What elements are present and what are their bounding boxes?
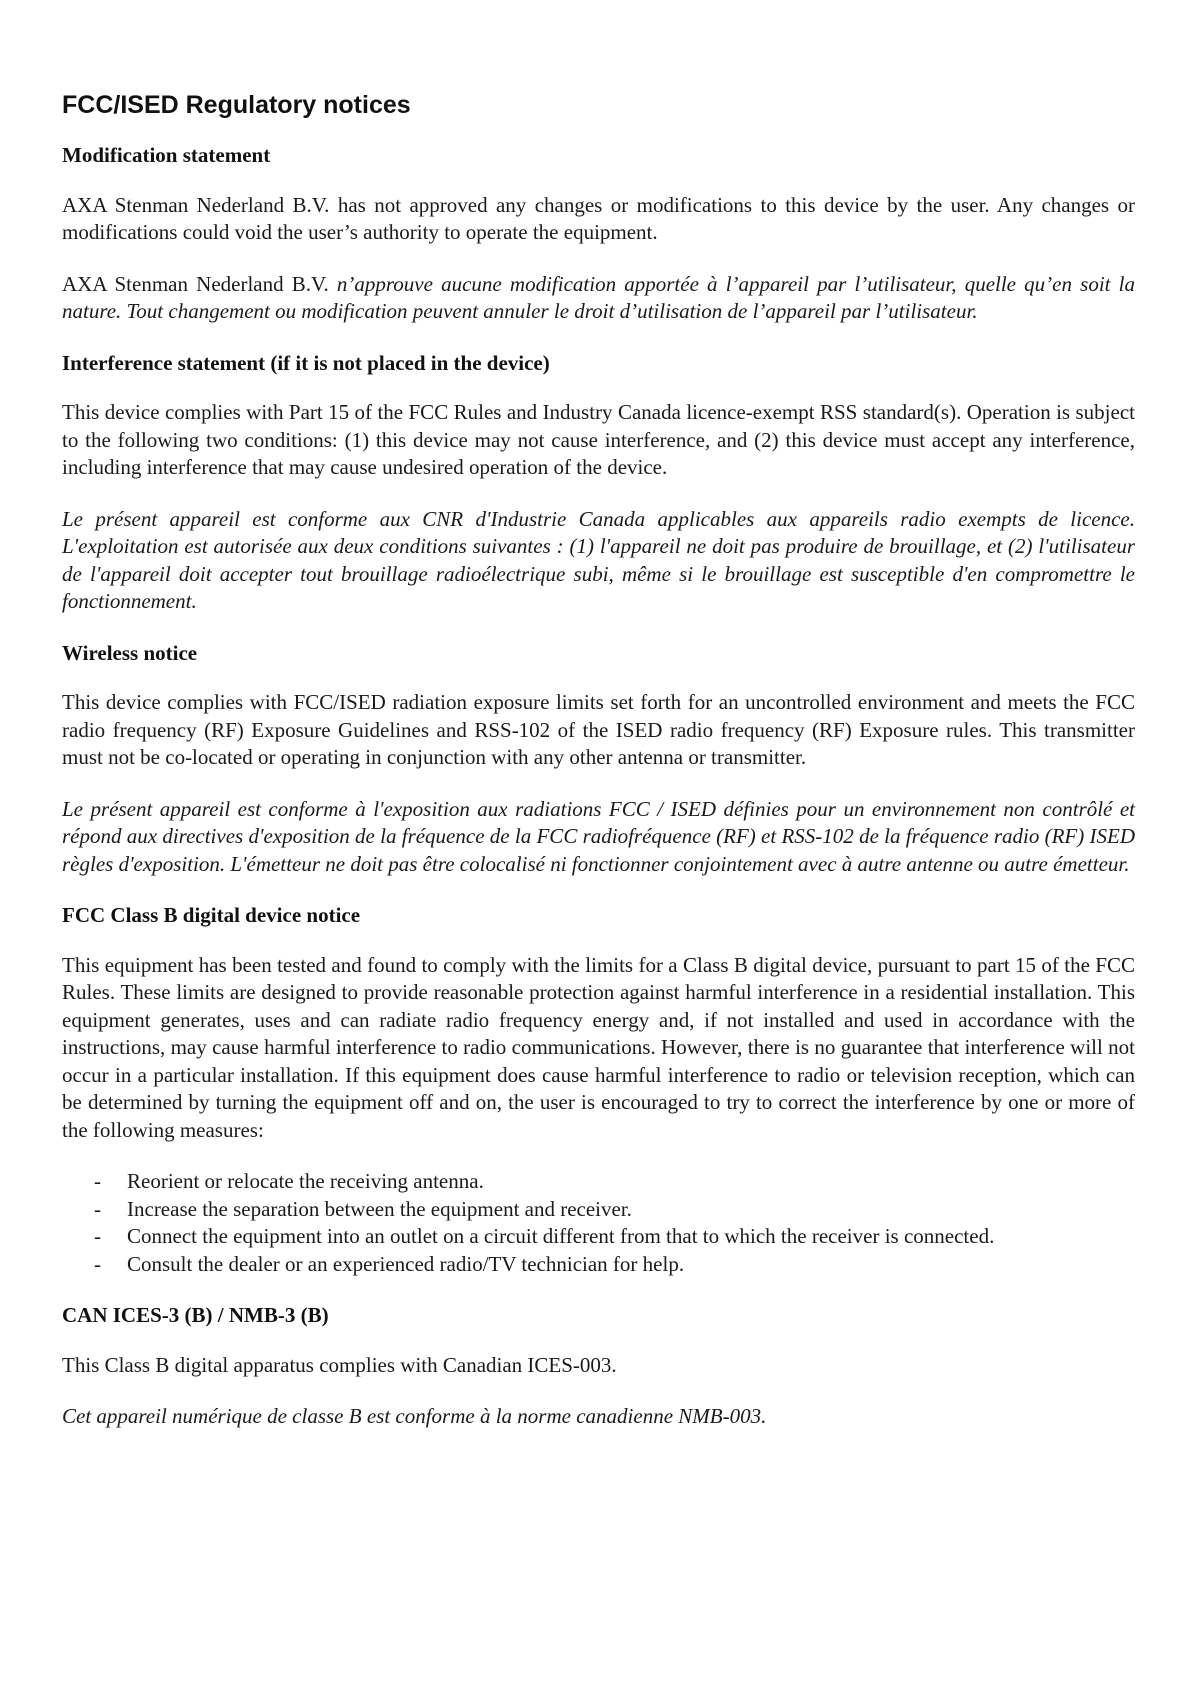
- list-item: [62, 1223, 1135, 1251]
- paragraph-modification-fr-company: AXA Stenman Nederland B.V.: [62, 271, 329, 296]
- bullet-marker: -: [94, 1251, 101, 1276]
- section-interference: [62, 350, 1135, 616]
- paragraph-class-b-en: This equipment has been tested and found to comply with the limits for a Class B digital device, pursuant to part 15 of the FCC Rules. These limits are designed to provide reasonable protection against harmful interference in a residential installation. This equipment generates, uses and can radiate radio frequency energy and, if not installed and used in accordance with the instructions, may cause harmful interference to radio communications. However, there is no guarantee that interference will not occur in a particular installation. If this equipment does cause harmful interference to radio or television reception, which can be determined by turning the equipment off and on, the user is encouraged to try to correct the interference by one or more of the following measures:: [62, 952, 1135, 1142]
- list-item-text: Connect the equipment into an outlet on a circuit different from that to which the receiver is connected.: [127, 1224, 995, 1248]
- section-heading-ices: CAN ICES-3 (B) / NMB-3 (B): [62, 1303, 329, 1327]
- bullet-marker: -: [94, 1169, 101, 1193]
- section-modification: [62, 142, 1135, 326]
- paragraph-ices-en: This Class B digital apparatus complies with Canadian ICES-003.: [62, 1352, 617, 1377]
- section-heading-interference: Interference statement (if it is not placed in the device): [62, 350, 550, 375]
- paragraph-wireless-en: This device complies with FCC/ISED radiation exposure limits set forth for an uncontrolled environment and meets the FCC radio frequency (RF) Exposure Guidelines and RSS-102 of the ISED radio frequency (RF) Exposure rules. This transmitter must not be co-located or operating in conjunction with any other antenna or transmitter.: [62, 690, 1135, 769]
- list-item-text: Consult the dealer or an experienced radio/TV technician for help.: [127, 1251, 685, 1276]
- section-heading-wireless: Wireless notice: [62, 640, 198, 665]
- paragraph-modification-fr: [62, 271, 1135, 326]
- section-ices: [62, 1302, 1135, 1431]
- measures-list: [62, 1168, 1135, 1278]
- section-heading-modification: Modification statement: [62, 143, 271, 167]
- list-item-text: Reorient or relocate the receiving antenna.: [127, 1169, 484, 1193]
- bullet-marker: -: [94, 1224, 101, 1248]
- page-title: FCC/ISED Regulatory notices: [62, 91, 411, 119]
- document-page: [62, 90, 1135, 1431]
- bullet-marker: -: [94, 1196, 101, 1221]
- paragraph-modification-fr-text: n’approuve aucune modification apportée à l’appareil par l’utilisateur, quelle qu’en soit la nature. Tout changement ou modification peuvent annuler le droit d’utilisation de l’appareil par l’utilisateur.: [62, 271, 1135, 323]
- section-class-b: [62, 902, 1135, 1278]
- list-item: [62, 1168, 1135, 1196]
- list-item-text: Increase the separation between the equipment and receiver.: [127, 1196, 632, 1221]
- section-wireless: [62, 640, 1135, 879]
- paragraph-wireless-fr: Le présent appareil est conforme à l'exposition aux radiations FCC / ISED définies pour un environnement non contrôlé et répond aux directives d'exposition de la fréquence de la FCC radiofréquence (RF) et RSS-102 de la fréquence radio (RF) ISED règles d'exposition. L'émetteur ne doit pas être colocalisé ni fonctionner conjointement avec à autre antenne ou autre émetteur.: [62, 796, 1135, 876]
- paragraph-interference-fr: Le présent appareil est conforme aux CNR d'Industrie Canada applicables aux appareils radio exempts de licence. L'exploitation est autorisée aux deux conditions suivantes : (1) l'appareil ne doit pas produire de brouillage, et (2) l'utilisateur de l'appareil doit accepter tout brouillage radioélectrique subi, même si le brouillage est susceptible d'en compromettre le fonctionnement.: [62, 506, 1135, 613]
- paragraph-modification-en: AXA Stenman Nederland B.V. has not approved any changes or modifications to this device by the user. Any changes or modifications could void the user’s authority to operate the equipment.: [62, 192, 1135, 244]
- list-item: [62, 1196, 1135, 1224]
- section-heading-class-b: FCC Class B digital device notice: [62, 903, 361, 927]
- paragraph-ices-fr: Cet appareil numérique de classe B est conforme à la norme canadienne NMB-003.: [62, 1404, 767, 1428]
- list-item: [62, 1251, 1135, 1279]
- paragraph-interference-en: This device complies with Part 15 of the FCC Rules and Industry Canada licence-exempt RSS standard(s). Operation is subject to the following two conditions: (1) this device may not cause interference, and (2) this device must accept any interference, including interference that may cause undesired operation of the device.: [62, 400, 1135, 479]
